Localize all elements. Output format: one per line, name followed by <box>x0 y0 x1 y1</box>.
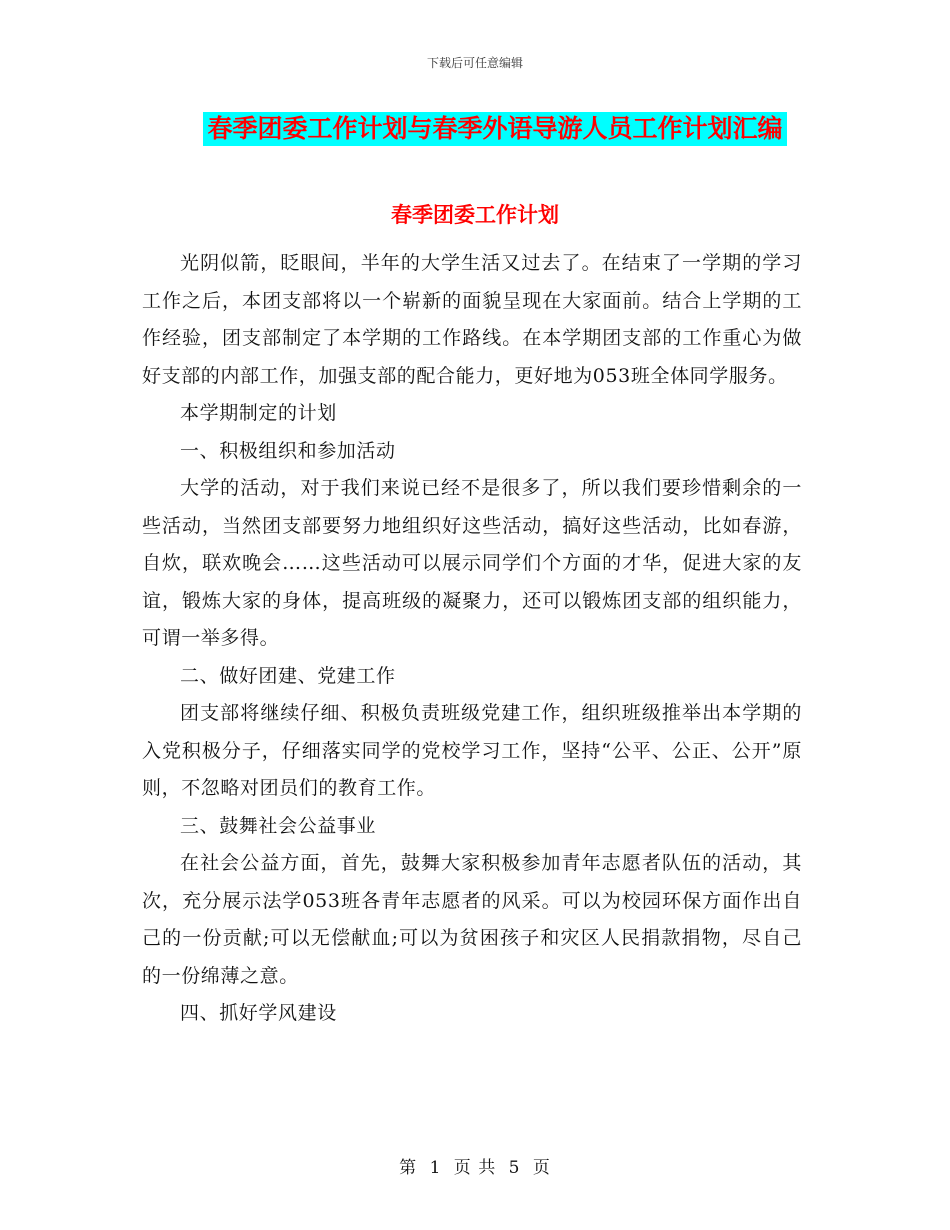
paragraph-item-2: 团支部将继续仔细、积极负责班级党建工作，组织班级推举出本学期的入党积极分子，仔细落实同学的党校学习工作，坚持“公平、公正、公开”原则，不忽略对团员们的教育工作。 <box>142 702 802 799</box>
footer-total-pages: 5 <box>508 1158 521 1178</box>
heading-item-4: 四、抓好学风建设 <box>180 1002 337 1024</box>
paragraph-item-3: 在社会公益方面，首先，鼓舞大家积极参加青年志愿者队伍的活动，其次，充分展示法学053班各青年志愿者的风采。可以为校园环保方面作出自己的一份贡献;可以无偿献血;可以为贫困孩子和灾区人民捐款捐物，尽自己的一份绵薄之意。 <box>142 852 802 987</box>
footer-mid: 页 共 <box>453 1158 497 1178</box>
heading-item-2: 二、做好团建、党建工作 <box>180 664 396 687</box>
page-footer <box>0 1153 950 1178</box>
paragraph-item-1: 大学的活动，对于我们来说已经不是很多了，所以我们要珍惜剩余的一些活动，当然团支部要努力地组织好这些活动，搞好这些活动，比如春游，自炊，联欢晚会……这些活动可以展示同学们个方面的才华，促进大家的友谊，锻炼大家的身体，提高班级的凝聚力，还可以锻炼团支部的组织能力，可谓一举多得。 <box>142 477 802 649</box>
heading-item-3: 三、鼓舞社会公益事业 <box>180 814 377 837</box>
header-note: 下载后可任意编辑 <box>426 56 523 70</box>
heading-item-1: 一、积极组织和参加活动 <box>180 439 396 462</box>
main-title-container <box>0 112 950 146</box>
paragraph-intro: 光阴似箭，眨眼间，半年的大学生活又过去了。在结束了一学期的学习工作之后，本团支部将以一个崭新的面貌呈现在大家面前。结合上学期的工作经验，团支部制定了本学期的工作路线。在本学期团支部的工作重心为做好支部的内部工作，加强支部的配合能力，更好地为053班全体同学服务。 <box>142 252 802 387</box>
footer-suffix: 页 <box>532 1158 551 1178</box>
footer-prefix: 第 <box>399 1158 418 1178</box>
document-main-title: 春季团委工作计划与春季外语导游人员工作计划汇编 <box>203 112 786 146</box>
paragraph-plan-heading: 本学期制定的计划 <box>180 402 337 424</box>
section-title: 春季团委工作计划 <box>391 203 559 227</box>
document-body <box>142 245 802 1033</box>
footer-page-number: 1 <box>429 1158 442 1178</box>
